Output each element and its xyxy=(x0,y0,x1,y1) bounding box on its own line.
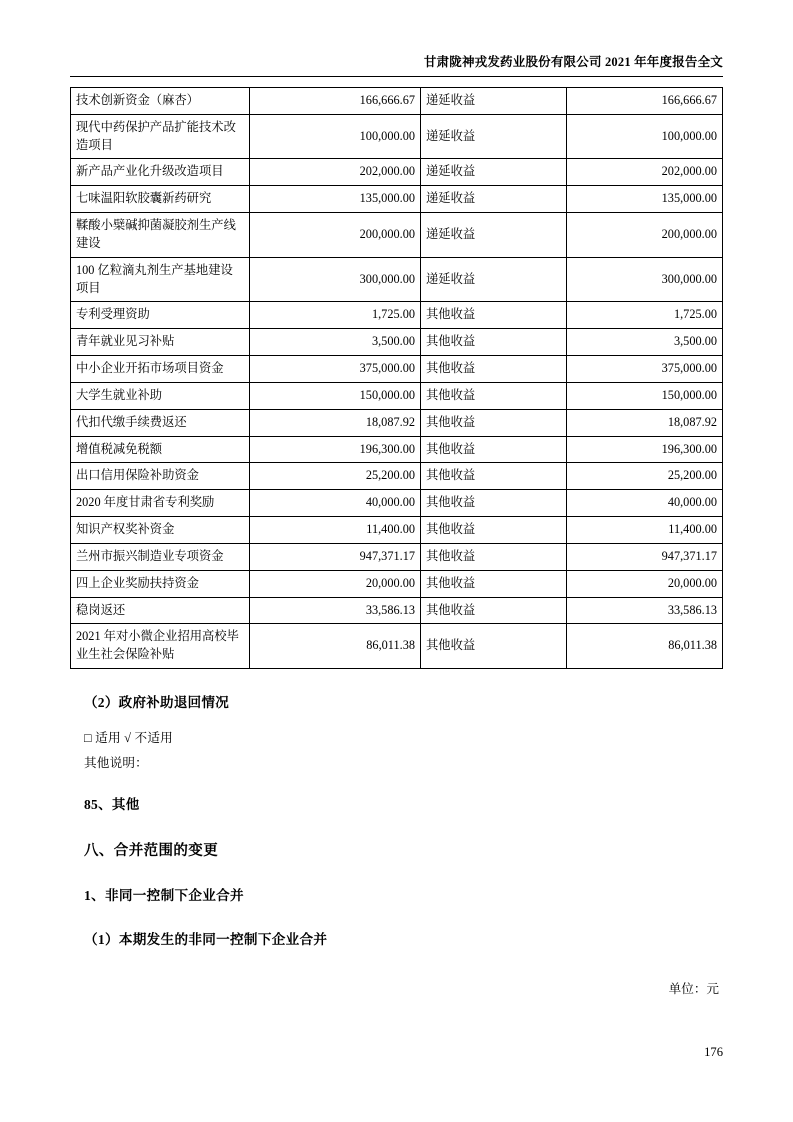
grant-type: 递延收益 xyxy=(421,88,567,115)
grant-type: 其他收益 xyxy=(421,490,567,517)
grant-refund-heading: （2）政府补助退回情况 xyxy=(84,695,230,711)
header-divider xyxy=(70,76,723,77)
item-85-heading: 85、其他 xyxy=(84,797,140,813)
grant-name: 大学生就业补助 xyxy=(71,382,250,409)
grant-amount: 300,000.00 xyxy=(250,257,421,302)
grant-amount-2: 375,000.00 xyxy=(567,356,723,383)
grant-name: 出口信用保险补助资金 xyxy=(71,463,250,490)
grant-amount-2: 135,000.00 xyxy=(567,186,723,213)
grant-amount-2: 40,000.00 xyxy=(567,490,723,517)
table-row xyxy=(71,88,723,115)
grant-amount-2: 200,000.00 xyxy=(567,213,723,258)
grant-amount: 202,000.00 xyxy=(250,159,421,186)
table-row xyxy=(71,114,723,159)
grant-amount-2: 1,725.00 xyxy=(567,302,723,329)
grant-type: 递延收益 xyxy=(421,159,567,186)
grant-type: 其他收益 xyxy=(421,436,567,463)
table-row xyxy=(71,597,723,624)
table-row xyxy=(71,436,723,463)
table-row xyxy=(71,213,723,258)
grant-type: 其他收益 xyxy=(421,302,567,329)
table-row xyxy=(71,356,723,383)
table-row xyxy=(71,543,723,570)
grant-amount-2: 11,400.00 xyxy=(567,517,723,544)
grant-amount: 33,586.13 xyxy=(250,597,421,624)
grant-name: 鞣酸小檗碱抑菌凝胶剂生产线建设 xyxy=(71,213,250,258)
grant-name: 稳岗返还 xyxy=(71,597,250,624)
table-row xyxy=(71,186,723,213)
table-row xyxy=(71,257,723,302)
grant-name: 四上企业奖励扶持资金 xyxy=(71,570,250,597)
grant-type: 其他收益 xyxy=(421,597,567,624)
table-row xyxy=(71,302,723,329)
grant-name: 100 亿粒滴丸剂生产基地建设项目 xyxy=(71,257,250,302)
table-row xyxy=(71,490,723,517)
grant-amount: 86,011.38 xyxy=(250,624,421,669)
table-row xyxy=(71,570,723,597)
grant-amount-2: 202,000.00 xyxy=(567,159,723,186)
grant-type: 递延收益 xyxy=(421,213,567,258)
grant-amount: 375,000.00 xyxy=(250,356,421,383)
grant-name: 专利受理资助 xyxy=(71,302,250,329)
grant-amount-2: 150,000.00 xyxy=(567,382,723,409)
grant-amount-2: 20,000.00 xyxy=(567,570,723,597)
grant-amount-2: 18,087.92 xyxy=(567,409,723,436)
grant-amount: 11,400.00 xyxy=(250,517,421,544)
grant-type: 其他收益 xyxy=(421,463,567,490)
applicability-line: □ 适用 √ 不适用 xyxy=(84,731,173,746)
grant-type: 递延收益 xyxy=(421,114,567,159)
grant-amount-2: 166,666.67 xyxy=(567,88,723,115)
grant-name: 中小企业开拓市场项目资金 xyxy=(71,356,250,383)
table-row xyxy=(71,463,723,490)
grant-type: 递延收益 xyxy=(421,257,567,302)
grant-name: 2021 年对小微企业招用高校毕业生社会保险补贴 xyxy=(71,624,250,669)
grant-amount: 200,000.00 xyxy=(250,213,421,258)
grant-name: 代扣代缴手续费返还 xyxy=(71,409,250,436)
grant-amount: 25,200.00 xyxy=(250,463,421,490)
grant-amount-2: 3,500.00 xyxy=(567,329,723,356)
grant-name: 技术创新资金（麻杏） xyxy=(71,88,250,115)
grant-amount: 135,000.00 xyxy=(250,186,421,213)
table-row xyxy=(71,517,723,544)
grant-amount-2: 33,586.13 xyxy=(567,597,723,624)
header-title: 甘肃陇神戎发药业股份有限公司 2021 年年度报告全文 xyxy=(423,55,723,69)
grant-amount: 18,087.92 xyxy=(250,409,421,436)
grant-amount: 166,666.67 xyxy=(250,88,421,115)
grant-name: 增值税减免税额 xyxy=(71,436,250,463)
subsection-1-heading: 1、非同一控制下企业合并 xyxy=(84,888,244,904)
government-grant-table xyxy=(70,87,723,669)
table-row xyxy=(71,159,723,186)
page-number: 176 xyxy=(704,1045,723,1059)
grant-type: 其他收益 xyxy=(421,356,567,383)
grant-amount: 20,000.00 xyxy=(250,570,421,597)
table-body xyxy=(71,88,723,669)
grant-amount-2: 100,000.00 xyxy=(567,114,723,159)
grant-name: 兰州市振兴制造业专项资金 xyxy=(71,543,250,570)
grant-amount-2: 300,000.00 xyxy=(567,257,723,302)
grant-name: 现代中药保护产品扩能技术改造项目 xyxy=(71,114,250,159)
table-row xyxy=(71,329,723,356)
grant-type: 其他收益 xyxy=(421,543,567,570)
grant-type: 其他收益 xyxy=(421,624,567,669)
page-header xyxy=(70,0,723,70)
table-row xyxy=(71,409,723,436)
grant-amount: 150,000.00 xyxy=(250,382,421,409)
grant-amount: 40,000.00 xyxy=(250,490,421,517)
grant-name: 青年就业见习补贴 xyxy=(71,329,250,356)
grant-name: 七味温阳软胶囊新药研究 xyxy=(71,186,250,213)
grant-amount: 947,371.17 xyxy=(250,543,421,570)
grant-amount-2: 196,300.00 xyxy=(567,436,723,463)
other-note-label: 其他说明： xyxy=(84,756,148,771)
grant-type: 其他收益 xyxy=(421,329,567,356)
subsection-1-1-heading: （1）本期发生的非同一控制下企业合并 xyxy=(84,932,328,948)
grant-amount-2: 86,011.38 xyxy=(567,624,723,669)
grant-amount: 1,725.00 xyxy=(250,302,421,329)
grant-type: 其他收益 xyxy=(421,517,567,544)
grant-amount-2: 947,371.17 xyxy=(567,543,723,570)
grant-amount: 3,500.00 xyxy=(250,329,421,356)
grant-type: 其他收益 xyxy=(421,409,567,436)
section-8-heading: 八、合并范围的变更 xyxy=(84,843,219,860)
table-row xyxy=(71,624,723,669)
unit-label: 单位：元 xyxy=(668,982,719,997)
grant-amount: 100,000.00 xyxy=(250,114,421,159)
grant-type: 其他收益 xyxy=(421,570,567,597)
grant-type: 递延收益 xyxy=(421,186,567,213)
grant-type: 其他收益 xyxy=(421,382,567,409)
grant-amount: 196,300.00 xyxy=(250,436,421,463)
grant-amount-2: 25,200.00 xyxy=(567,463,723,490)
table-row xyxy=(71,382,723,409)
grant-name: 新产品产业化升级改造项目 xyxy=(71,159,250,186)
grant-name: 2020 年度甘肃省专利奖励 xyxy=(71,490,250,517)
grant-name: 知识产权奖补资金 xyxy=(71,517,250,544)
